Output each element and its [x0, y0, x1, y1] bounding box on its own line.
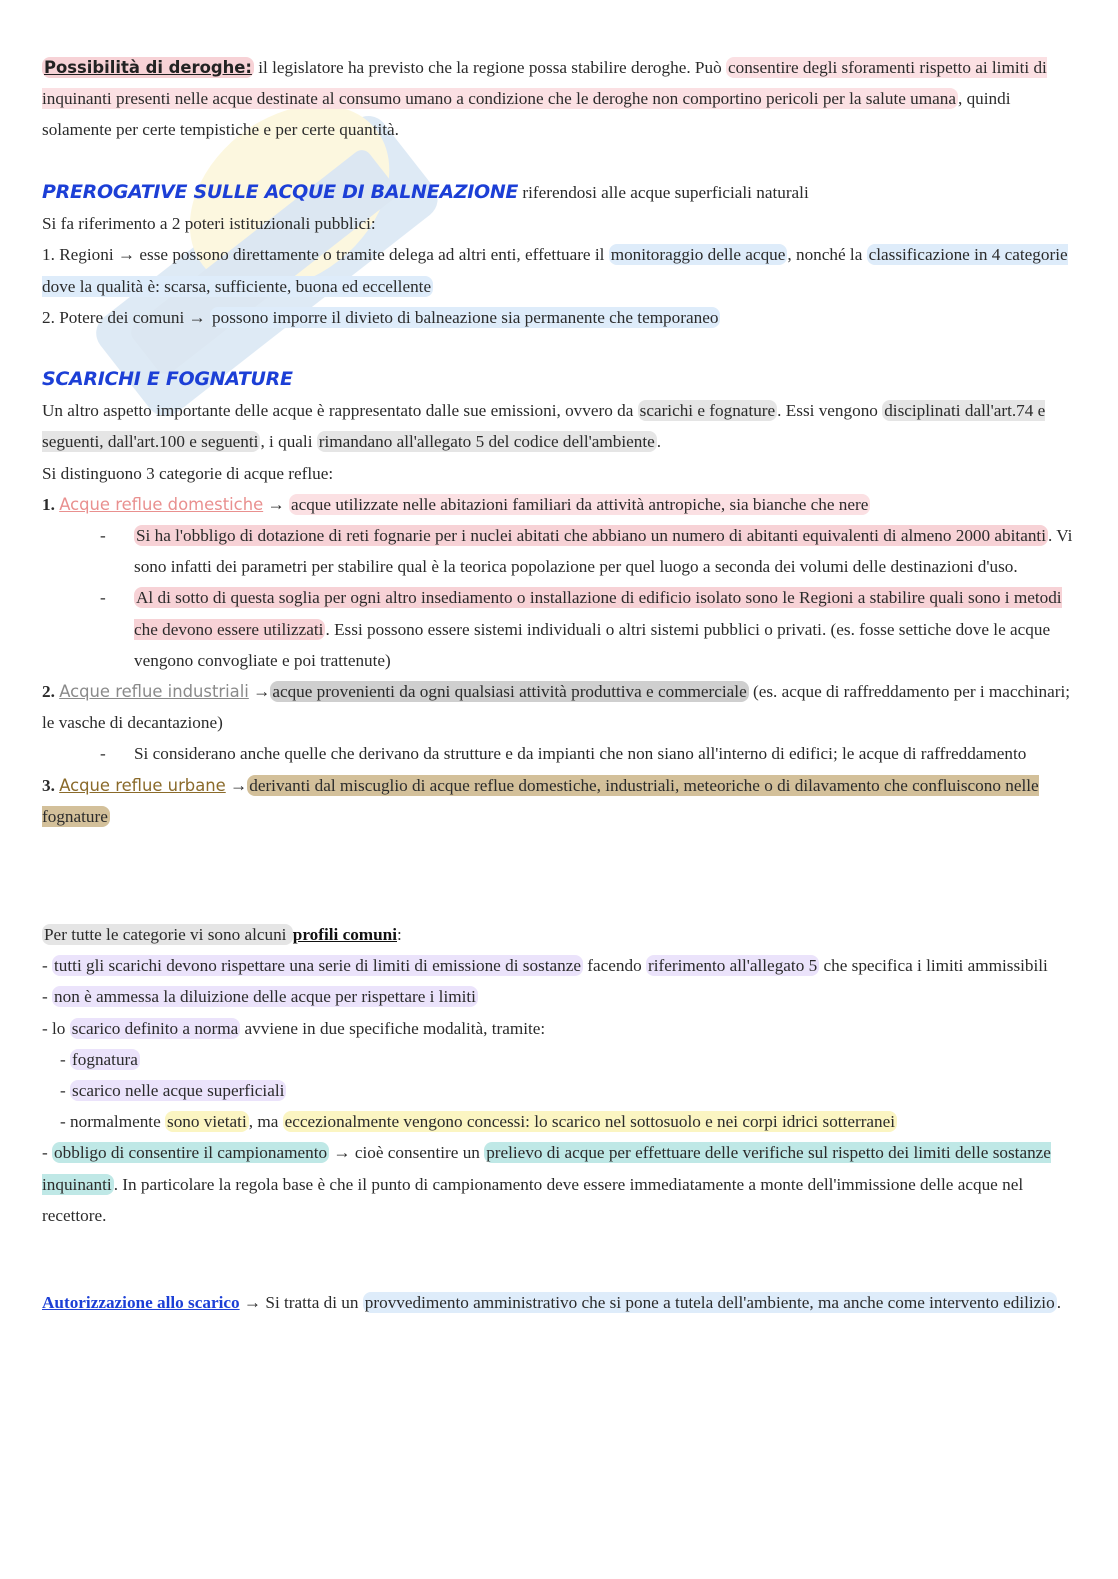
sub-3-highlight: sono vietati [167, 1112, 247, 1132]
balneazione-section [42, 177, 1077, 333]
category-1-label: Acque reflue domestiche [59, 494, 264, 514]
category-2-bullet-1 [42, 738, 1077, 769]
balneazione-p2-highlight: possono imporre il divieto di balneazione sia permanente che temporaneo [212, 307, 719, 327]
profilo-4-text-2: . In particolare la regola base è che il punto di campionamento deve essere immediatamente a monte dell'immissione delle acque nel recettore. [42, 1174, 1024, 1225]
categories-intro: Si distinguono 3 categorie di acque reflue: [42, 463, 334, 483]
balneazione-p1-text-2: , nonché la [787, 245, 867, 265]
profilo-4-highlight-2: prelievo di acque per effettuare delle verifiche sul rispetto dei limiti delle sostanze inquinanti [42, 1143, 1051, 1194]
category-1-number: 1. [42, 494, 60, 514]
deroghe-text-1: il legislatore ha previsto che la regione possa stabilire deroghe. Può [253, 58, 726, 77]
autorizzazione-end: . [1056, 1293, 1061, 1312]
sub-1-highlight: fognatura [72, 1049, 138, 1069]
balneazione-p1-highlight-2: classificazione in 4 categorie dove la qualità è: scarsa, sufficiente, buona ed eccellente [42, 245, 1068, 296]
sub-2-highlight: scarico nelle acque superficiali [72, 1081, 285, 1101]
category-1-bullet-2 [42, 582, 1077, 676]
category-1-bullet-1-text: . Vi sono infatti dei parametri per stabilire qual è la teorica popolazione per quel luogo a seconda dei volumi delle destinazioni d'uso. [134, 526, 1073, 577]
profilo-3 [42, 1013, 1077, 1044]
category-1-bullet-2-highlight: Al di sotto di questa soglia per ogni altro insediamento o installazione di edificio isolato sono le Regioni a stabilire quali sono i metodi che devono essere utilizzati [134, 588, 1062, 639]
profilo-1-highlight: tutti gli scarichi devono rispettare una serie di limiti di emissione di sostanze [54, 956, 581, 976]
sub-3-text-2: , ma [248, 1112, 283, 1132]
category-3-arrow: → [225, 775, 248, 795]
category-2 [42, 676, 1077, 738]
profilo-3-text: - lo [42, 1018, 70, 1038]
profili-section [42, 919, 1077, 1231]
category-1-bullet-2-text: . Essi possono essere sistemi individuali o altri sistemi pubblici o privati. (es. fosse settiche dove le acque vengono convogliate e poi trattenute) [134, 619, 1051, 670]
category-3-definition: derivanti dal miscuglio di acque reflue domestiche, industriali, meteoriche o di dilavamento che confluiscono nelle fognature [42, 775, 1039, 826]
scarichi-intro-text-4: . [656, 432, 662, 452]
profilo-3-sub-3 [42, 1106, 1077, 1137]
profilo-4-highlight: obbligo di consentire il campionamento [54, 1143, 328, 1163]
profilo-4 [42, 1137, 1077, 1231]
sub-3-text: - normalmente [60, 1112, 165, 1132]
deroghe-highlight: consentire degli sforamenti rispetto ai limiti di inquinanti presenti nelle acque destinate al consumo umano a condizione che le deroghe non comportino pericoli per la salute umana [42, 58, 1047, 109]
category-1-bullet-1-highlight: Si ha l'obbligo di dotazione di reti fognarie per i nuclei abitati che abbiano un numero di abitanti equivalenti di almeno 2000 abitanti [136, 526, 1046, 546]
profilo-3-text-2: avviene in due specifiche modalità, tramite: [240, 1018, 546, 1038]
scarichi-intro-text: Un altro aspetto importante delle acque è rappresentato dalle sue emissioni, ovvero da [42, 401, 638, 421]
category-2-text: (es. acque di raffreddamento per i macchinari; le vasche di decantazione) [42, 682, 1071, 733]
category-2-definition: acque provenienti da ogni qualsiasi attività produttiva e commerciale [272, 682, 747, 702]
scarichi-intro-text-3: , i quali [260, 432, 317, 452]
profilo-1-text-2: che specifica i limiti ammissibili [819, 956, 1048, 976]
balneazione-p1-highlight: monitoraggio delle acque [610, 245, 786, 265]
category-3-label: Acque reflue urbane [59, 775, 226, 795]
profilo-3-sub-2 [42, 1075, 1077, 1106]
category-3 [42, 770, 1077, 832]
category-1-bullet-1 [42, 520, 1077, 582]
autorizzazione-paragraph [42, 1287, 1077, 1318]
deroghe-paragraph [42, 52, 1077, 146]
scarichi-title: SCARICHI E FOGNATURE [42, 368, 293, 390]
category-1-definition: acque utilizzate nelle abitazioni familiari da attività antropiche, sia bianche che nere [290, 494, 869, 514]
category-2-arrow: → [248, 682, 271, 702]
balneazione-title-suffix: riferendosi alle acque superficiali naturali [518, 183, 809, 202]
profilo-2-dash: - [42, 987, 53, 1007]
balneazione-title: PREROGATIVE SULLE ACQUE DI BALNEAZIONE [42, 181, 519, 203]
sub-3-highlight-2: eccezionalmente vengono concessi: lo scarico nel sottosuolo e nei corpi idrici sotterranei [284, 1112, 896, 1132]
profili-intro [42, 919, 1077, 950]
sub-1-dash: - [60, 1049, 71, 1069]
scarichi-intro-hl-3: rimandano all'allegato 5 del codice dell'ambiente [318, 432, 655, 452]
balneazione-p2-text: 2. Potere dei comuni → [42, 307, 211, 327]
profilo-4-dash: - [42, 1143, 53, 1163]
scarichi-intro [42, 395, 1077, 457]
profilo-3-highlight: scarico definito a norma [71, 1018, 239, 1038]
bullet-dash: - [100, 588, 106, 608]
balneazione-p1-text: 1. Regioni → esse possono direttamente o tramite delega ad altri enti, effettuare il [42, 245, 609, 265]
profilo-2-highlight: non è ammessa la diluizione delle acque per rispettare i limiti [54, 987, 476, 1007]
balneazione-heading-line [42, 177, 1077, 208]
autorizzazione-text: → Si tratta di un [239, 1293, 363, 1312]
scarichi-intro-hl-2: disciplinati dall'art.74 e seguenti, dall'art.100 e seguenti [42, 401, 1046, 452]
autorizzazione-highlight: provvedimento amministrativo che si pone a tutela dell'ambiente, ma anche come intervento edilizio [364, 1293, 1055, 1312]
profilo-1-highlight-2: riferimento all'allegato 5 [648, 956, 818, 976]
scarichi-intro-text-2: . Essi vengono [777, 401, 883, 421]
category-2-label: Acque reflue industriali [59, 682, 249, 702]
profilo-1-text: facendo [583, 956, 646, 976]
bullet-dash: - [100, 526, 106, 546]
autorizzazione-link[interactable]: Autorizzazione allo scarico [42, 1293, 240, 1312]
category-3-number: 3. [42, 775, 60, 795]
balneazione-point-1 [42, 239, 1077, 301]
deroghe-label: Possibilità di deroghe: [44, 58, 252, 77]
deroghe-text-3: , quindi solamente per certe tempistiche e per certe quantità. [42, 89, 1011, 140]
profili-intro-text: Per tutte le categorie vi sono alcuni [44, 925, 291, 944]
category-1 [42, 489, 1077, 520]
profilo-2 [42, 981, 1077, 1012]
profilo-1 [42, 950, 1077, 981]
scarichi-intro-hl-1: scarichi e fognature [639, 401, 776, 421]
profili-intro-colon: : [397, 925, 402, 944]
profili-comuni-label: profili comuni [292, 925, 398, 944]
profilo-1-dash: - [42, 956, 53, 976]
scarichi-section [42, 364, 1077, 832]
category-2-bullet-1-text: Si considerano anche quelle che derivano da strutture e da impianti che non siano all'interno di edifici; le acque di raffreddamento [134, 744, 1027, 764]
balneazione-point-2 [42, 302, 1077, 333]
profilo-3-sub-1 [42, 1044, 1077, 1075]
sub-2-dash: - [60, 1081, 71, 1101]
profilo-4-text: → cioè consentire un [329, 1143, 485, 1163]
category-2-number: 2. [42, 682, 60, 702]
balneazione-intro: Si fa riferimento a 2 poteri istituzionali pubblici: [42, 214, 376, 234]
category-1-arrow: → [263, 494, 289, 514]
bullet-dash: - [100, 744, 106, 764]
